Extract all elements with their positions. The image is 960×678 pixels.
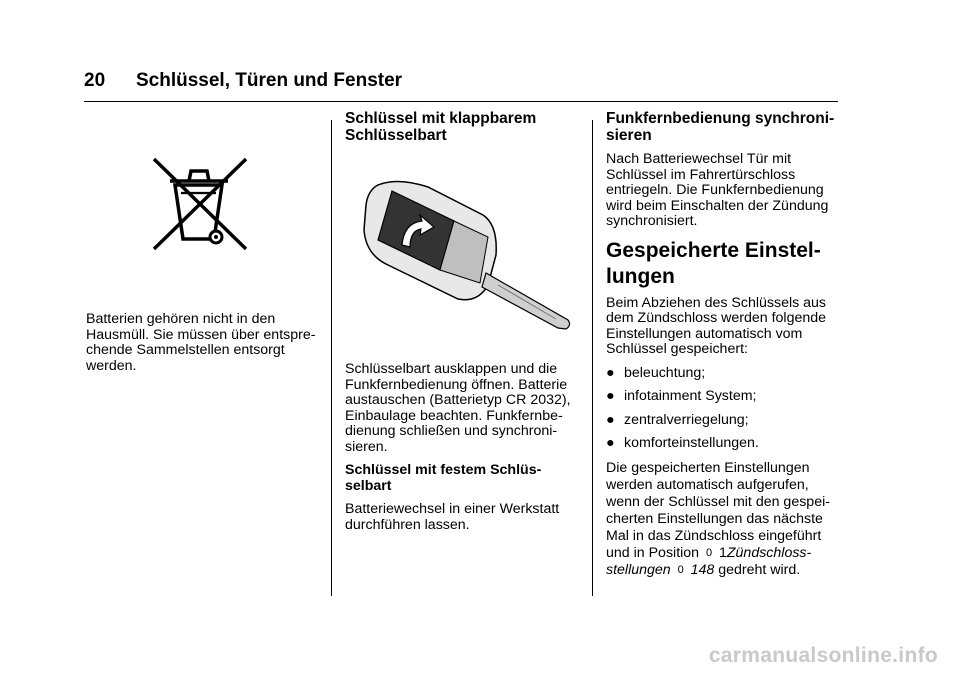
section-heading-sync: Funkfernbedienung synchroni-sieren bbox=[606, 110, 835, 144]
list-item-text: beleuchtung; bbox=[624, 364, 706, 381]
folding-key-battery-replacement-icon bbox=[358, 175, 573, 340]
sync-text: Nach Batteriewechsel Tür mit Schlüssel im Fahrertürschloss entriegeln. Die Funkfernbedienung wird beim Einschalten der Zündung synchronisiert. bbox=[606, 151, 829, 229]
list-item bbox=[606, 366, 841, 382]
column-divider-1 bbox=[331, 120, 332, 596]
recall-text-start: Die gespeicherten Einstellungen werden automatisch aufgerufen, wenn der Schlüssel mit den gespei-cherten Einstellungen das nächste Mal in das Zündschloss eingeführt und in Position bbox=[606, 459, 830, 561]
header-rule bbox=[84, 101, 838, 102]
list-item bbox=[606, 413, 841, 429]
list-item-text: infotainment System; bbox=[624, 388, 757, 404]
reference-link[interactable]: Zündschloss-stellungen bbox=[606, 544, 812, 578]
battery-replace-text: Schlüsselbart ausklappen und die Funkfernbedienung öffnen. Batterie austauschen (Batterietyp CR 2032), Einbaulage beachten. Funkfernbe-dienung schließen und synchroni-sieren. bbox=[345, 361, 571, 455]
section-heading-fixed-key: Schlüssel mit festem Schlüs-selbart bbox=[345, 462, 542, 494]
reference-arrow-icon: 0 bbox=[705, 546, 713, 559]
list-item-text: komforteinstellungen. bbox=[624, 435, 759, 451]
column-3 bbox=[606, 110, 841, 587]
section-heading-folding-key: Schlüssel mit klappbarem Schlüsselbart bbox=[345, 110, 537, 144]
page-title: Schlüssel, Türen und Fenster bbox=[136, 70, 403, 91]
column-divider-2 bbox=[592, 120, 593, 596]
column-2 bbox=[345, 110, 580, 152]
list-item bbox=[606, 436, 841, 452]
list-item-text: zentralverriegelung; bbox=[624, 411, 749, 428]
list-item bbox=[606, 389, 841, 405]
section-heading-stored-settings: Gespeicherte Einstel-lungen bbox=[606, 238, 821, 288]
crossed-out-wheelie-bin-icon bbox=[150, 157, 250, 258]
workshop-text: Batteriewechsel in einer Werkstatt durchführen lassen. bbox=[345, 501, 560, 533]
watermark: carmanualsonline.info bbox=[708, 644, 938, 667]
bullet-icon: ● bbox=[606, 411, 615, 428]
page-reference[interactable]: 148 bbox=[690, 561, 715, 578]
page-number: 20 bbox=[84, 70, 106, 91]
recall-text-end: gedreht wird. bbox=[718, 561, 801, 578]
bullet-icon: ● bbox=[606, 388, 615, 404]
column-2-body bbox=[345, 362, 580, 533]
stored-settings-text: Beim Abziehen des Schlüssels aus dem Zündschloss werden folgende Einstellungen automatisch vom Schlüssel gespeichert: bbox=[606, 294, 827, 357]
bullet-icon: ● bbox=[606, 435, 615, 451]
page-header bbox=[84, 70, 402, 92]
disposal-text: Batterien gehören nicht in den Hausmüll. Sie müssen über entspre-chende Sammelstellen entsorgt werden. bbox=[86, 311, 316, 374]
recall-text bbox=[606, 460, 841, 579]
bullet-icon: ● bbox=[606, 364, 615, 381]
reference-number: 1 bbox=[718, 544, 727, 561]
column-1 bbox=[86, 312, 321, 382]
page-reference-arrow-icon: 0 bbox=[677, 563, 684, 576]
